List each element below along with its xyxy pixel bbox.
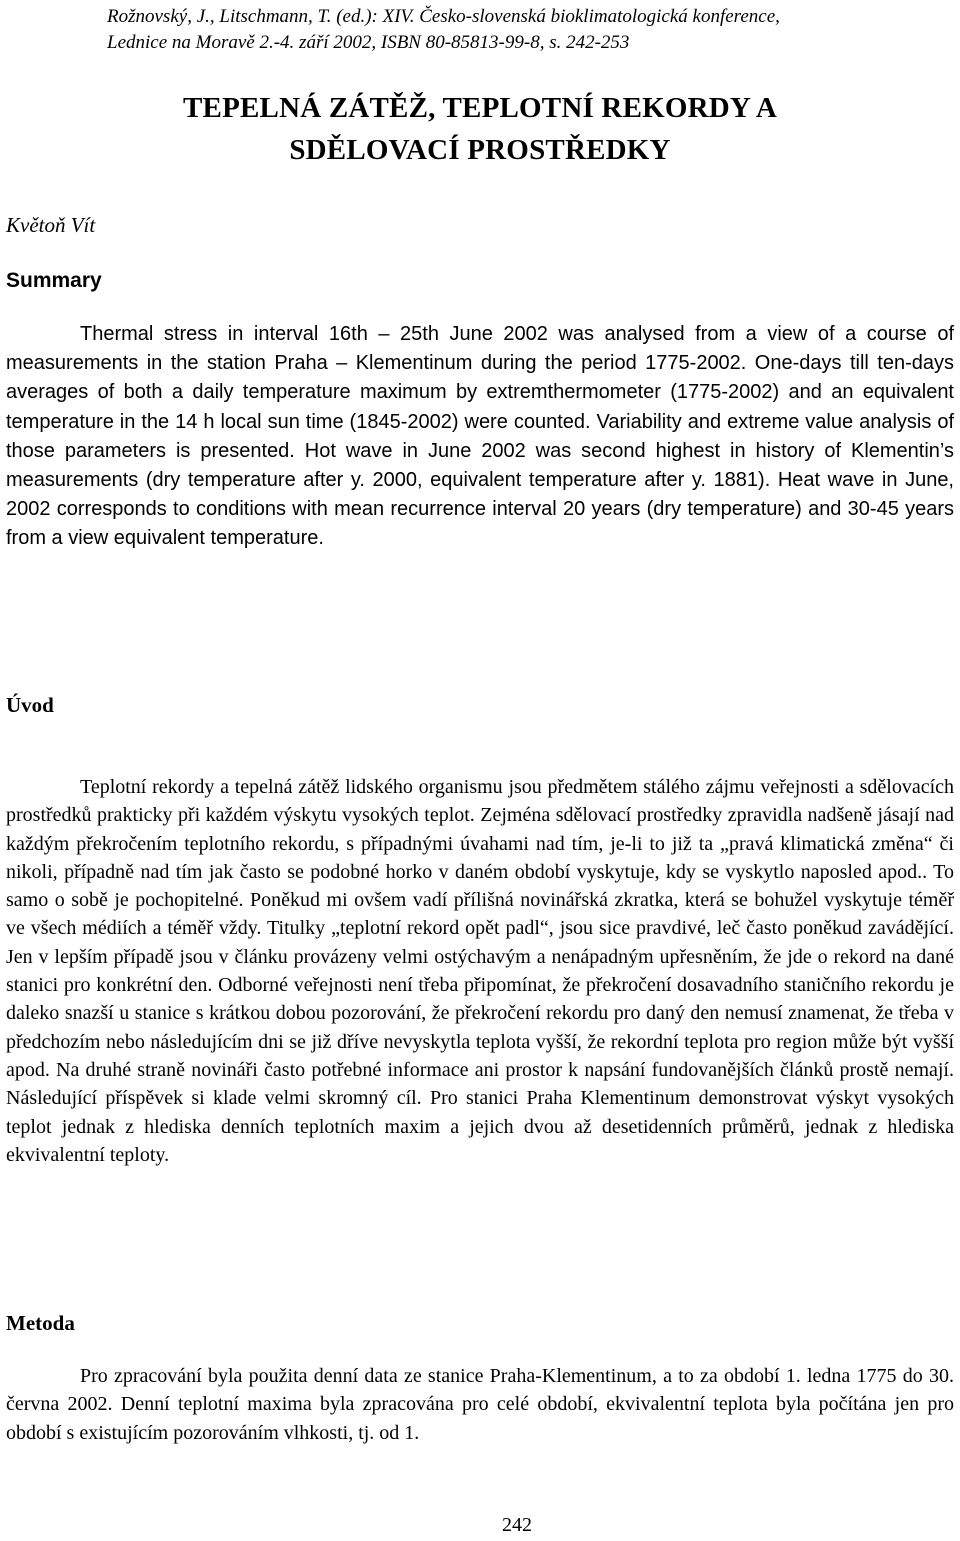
citation-line-2: Lednice na Moravě 2.-4. září 2002, ISBN 80-85813-99-8, s. 242-253	[107, 32, 630, 53]
intro-heading: Úvod	[6, 693, 54, 717]
method-heading: Metoda	[6, 1311, 75, 1335]
page-number: 242	[502, 1514, 532, 1536]
citation-line-1: Rožnovský, J., Litschmann, T. (ed.): XIV. Česko-slovenská bioklimatologická konference,	[107, 6, 780, 27]
summary-text: Thermal stress in interval 16th – 25th June 2002 was analysed from a view of a course of measurements in the station Praha – Klementinum during the period 1775-2002. One-days till ten-days averages of both a daily temperature maximum by extremthermometer (1775-2002) and an equivalent temperature in the 14 h local sun time (1845-2002) were counted. Variability and extreme value analysis of those parameters is presented. Hot wave in June 2002 was second highest in history of Klementin’s measurements (dry temperature after y. 2000, equivalent temperature after y. 1881). Heat wave in June, 2002 corresponds to conditions with mean recurrence interval 20 years (dry temperature) and 30-45 years from a view equivalent temperature.	[6, 323, 954, 550]
author-name: Květoň Vít	[6, 213, 96, 237]
intro-paragraph: Teplotní rekordy a tepelná zátěž lidského organismu jsou předmětem stálého zájmu veřejnosti a sdělovacích prostředků prakticky při každém výskytu vysokých teplot. Zejména sdělovací prostředky zpravidla nadšeně jásají nad každým překročením teplotního rekordu, s případnými úvahami nad tím, je-li to již ta „pravá klimatická změna“ či nikoli, případně nad tím jak často se podobné horko v daném období vyskytuje, kdy se vyskytlo naposled apod.. To samo o sobě je pochopitelné. Poněkud mi ovšem vadí přílišná novinářská zkratka, která se bohužel vyskytuje téměř ve všech médiích a téměř vždy. Titulky „teplotní rekord opět padl“, jsou sice pravdivé, leč často poněkud zavádějící. Jen v lepším případě jsou v článku provázeny velmi ostýchavým a nenápadným upřesněním, že jde o rekord na dané stanici pro konkrétní den. Odborné veřejnosti není třeba připomínat, že překročení dosavadního staničního rekordu je daleko snazší u stanice s krátkou dobou pozorování, že překročení rekordu pro daný den nemusí znamenat, že třeba v předchozím nebo následujícím dni se již dříve nevyskytla teplota vyšší, že rekordní teplota pro region může být vyšší apod. Na druhé straně novináři často potřebné informace ani prostor k napsání fundovanějších článků prostě nemají. Následující příspěvek si klade velmi skromný cíl. Pro stanici Praha Klementinum demonstrovat výskyt vysokých teplot jednak z hlediska denních teplotních maxim a jejich dvou až desetidenních průměrů, jednak z hlediska ekvivalentní teploty.	[6, 776, 954, 1166]
citation-header	[107, 4, 867, 56]
paper-title: TEPELNÁ ZÁTĚŽ, TEPLOTNÍ REKORDY A SDĚLOVACÍ PROSTŘEDKY	[183, 92, 777, 166]
summary-heading: Summary	[6, 269, 102, 292]
method-paragraph: Pro zpracování byla použita denní data ze stanice Praha-Klementinum, a to za období 1. ledna 1775 do 30. června 2002. Denní teplotní maxima byla zpracována pro celé období, ekvivalentní teplota byla počítána jen pro období s existujícím pozorováním vlhkosti, tj. od 1.	[6, 1365, 954, 1444]
